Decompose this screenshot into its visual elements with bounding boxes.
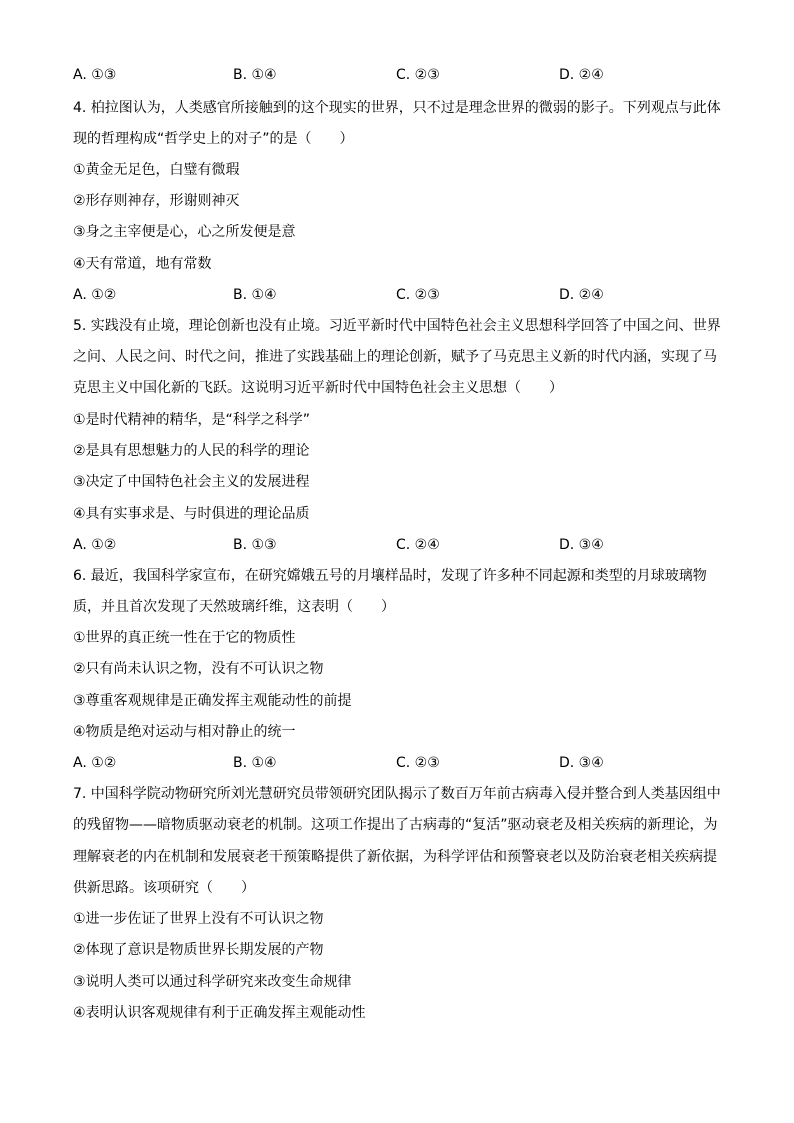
q5-option-c: C. ②④ xyxy=(396,537,440,553)
q5-item-4: ④具有实事求是、与时俱进的理论品质 xyxy=(73,506,310,522)
q5-options xyxy=(73,536,733,554)
q5-option-b: B. ①③ xyxy=(233,537,277,553)
q7-item-2: ②体现了意识是物质世界长期发展的产物 xyxy=(73,942,324,958)
q5-option-d: D. ③④ xyxy=(559,537,604,553)
q6-option-a: A. ①② xyxy=(73,755,117,771)
q6-item-4: ④物质是绝对运动与相对静止的统一 xyxy=(73,724,296,740)
q4-option-a: A. ①② xyxy=(73,287,117,303)
q5-item-1: ①是时代精神的精华，是“科学之科学” xyxy=(73,412,311,428)
q6-option-b: B. ①④ xyxy=(233,755,277,771)
q4-option-c: C. ②③ xyxy=(396,287,440,303)
q5-option-a: A. ①② xyxy=(73,537,117,553)
q7-item-4: ④表明认识客观规律有利于正确发挥主观能动性 xyxy=(73,1005,366,1021)
q7-stem-line-3: 理解衰老的内在机制和发展衰老干预策略提供了新依据，为科学评估和预警衰老以及防治衰老相关疾病提 xyxy=(73,849,717,865)
q4-item-3: ③身之主宰便是心，心之所发便是意 xyxy=(73,224,296,240)
q3-option-b: B. ①④ xyxy=(233,67,277,83)
q6-options xyxy=(73,754,733,772)
q6-option-d: D. ③④ xyxy=(559,755,604,771)
q3-option-a: A. ①③ xyxy=(73,67,117,83)
q4-item-1: ①黄金无足色，白璧有微瑕 xyxy=(73,162,240,178)
q4-item-2: ②形存则神存，形谢则神灭 xyxy=(73,193,240,209)
q3-options xyxy=(73,66,733,84)
q6-option-c: C. ②③ xyxy=(396,755,440,771)
q6-stem-line-2: 质，并且首次发现了天然玻璃纤维，这表明（ ） xyxy=(73,599,395,615)
q7-item-3: ③说明人类可以通过科学研究来改变生命规律 xyxy=(73,974,352,990)
q4-option-b: B. ①④ xyxy=(233,287,277,303)
q5-stem-line-1: 5. 实践没有止境，理论创新也没有止境。习近平新时代中国特色社会主义思想科学回答了中国之问、世界 xyxy=(73,318,721,334)
q4-stem-line-2: 现的哲理构成“哲学史上的对子”的是（ ） xyxy=(73,131,354,147)
q3-option-d: D. ②④ xyxy=(559,67,604,83)
q6-item-1: ①世界的真正统一性在于它的物质性 xyxy=(73,630,296,646)
q3-option-c: C. ②③ xyxy=(396,67,440,83)
q4-options xyxy=(73,286,733,304)
q5-stem-line-2: 之问、人民之问、时代之问，推进了实践基础上的理论创新，赋予了马克思主义新的时代内涵，实现了马 xyxy=(73,349,717,365)
q5-item-3: ③决定了中国特色社会主义的发展进程 xyxy=(73,474,310,490)
q6-item-2: ②只有尚未认识之物，没有不可认识之物 xyxy=(73,661,324,677)
q5-item-2: ②是具有思想魅力的人民的科学的理论 xyxy=(73,443,310,459)
q4-stem-line-1: 4. 柏拉图认为，人类感官所接触到的这个现实的世界，只不过是理念世界的微弱的影子。下列观点与此体 xyxy=(73,100,721,116)
q7-stem-line-1: 7. 中国科学院动物研究所刘光慧研究员带领研究团队揭示了数百万年前古病毒入侵并整合到人类基因组中 xyxy=(73,786,721,802)
q7-stem-line-4: 供新思路。该项研究（ ） xyxy=(73,880,255,896)
q4-item-4: ④天有常道，地有常数 xyxy=(73,256,212,272)
q6-item-3: ③尊重客观规律是正确发挥主观能动性的前提 xyxy=(73,693,352,709)
q6-stem-line-1: 6. 最近，我国科学家宣布，在研究嫦娥五号的月壤样品时，发现了许多种不同起源和类型的月球玻璃物 xyxy=(73,568,707,584)
q7-item-1: ①进一步佐证了世界上没有不可认识之物 xyxy=(73,911,324,927)
q7-stem-line-2: 的残留物——暗物质驱动衰老的机制。这项工作提出了古病毒的“复活”驱动衰老及相关疾病的新理论，为 xyxy=(73,817,718,833)
q4-option-d: D. ②④ xyxy=(559,287,604,303)
q5-stem-line-3: 克思主义中国化新的飞跃。这说明习近平新时代中国特色社会主义思想（ ） xyxy=(73,380,563,396)
